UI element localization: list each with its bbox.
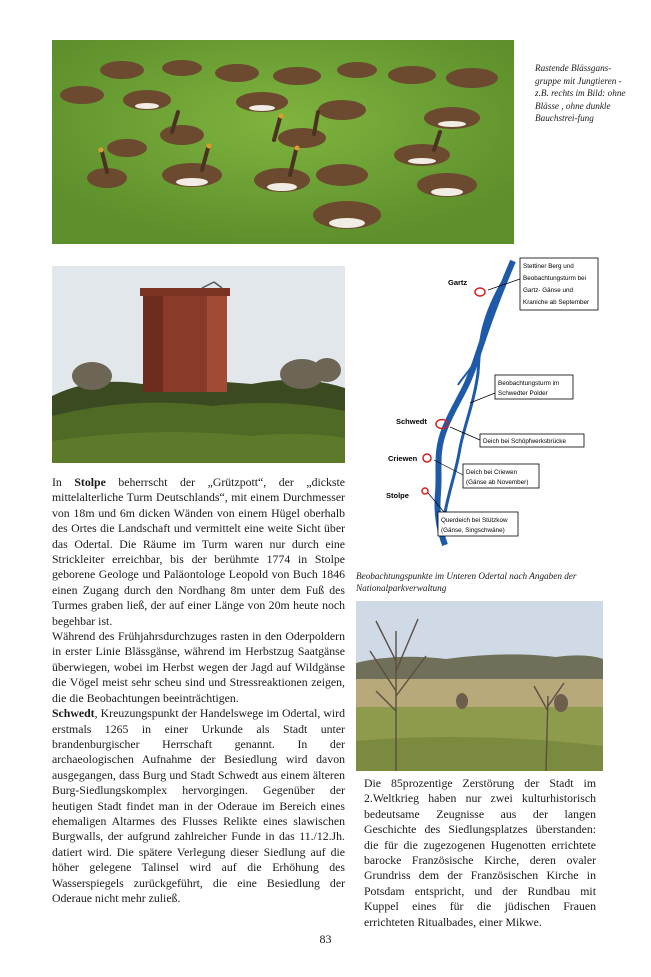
text-column-right [364, 776, 596, 930]
place-stolpe: Stolpe [386, 491, 409, 500]
place-schwedt: Schwedt [396, 417, 427, 426]
geese-illustration [52, 40, 514, 244]
map-caption: Beobachtungspunkte im Unteren Odertal nach Angaben der Nationalparkverwaltung [356, 571, 577, 594]
meadow-photo [356, 601, 603, 771]
svg-text:Kraniche ab September: Kraniche ab September [523, 299, 590, 306]
geese-caption: Rastende Blässgans-gruppe mit Jungtieren - z.B. rechts im Bild: ohne Blässe , ohne dunkle Bauchstrei-fung [535, 63, 626, 124]
paragraph-destruction: Die 85prozentige Zerstörung der Stadt im 2.Weltkrieg haben nur zwei kulturhistorisch bedeutsame Zeugnisse aus der langen Geschichte des Siedlungsplatzes überstanden: die für die zugezogenen Hugenotten errichtete barocke Französische Kirche, deren ovaler Grundriss dem der Französischen Kirche in Potsdam entspricht, und der Rundbau mit Kuppel eines für die jüdischen Frauen errichteten Ritualbades, einer Mikwe. [364, 776, 596, 929]
oder-river [437, 261, 513, 545]
svg-text:(Gänse ab November): (Gänse ab November) [466, 479, 529, 486]
place-gartz: Gartz [448, 278, 468, 287]
svg-text:(Gänse, Singschwäne): (Gänse, Singschwäne) [441, 527, 505, 534]
label-deich-schoepf [480, 434, 584, 447]
svg-text:Schwedter Polder: Schwedter Polder [498, 390, 548, 397]
svg-text:Stettiner Berg und: Stettiner Berg und [523, 263, 574, 270]
marker-criewen [423, 454, 431, 462]
place-criewen: Criewen [388, 454, 418, 463]
keyword-stolpe: Stolpe [74, 475, 106, 489]
label-deich-criewen [463, 464, 539, 488]
label-querdeich [438, 512, 518, 536]
text-column-left [52, 475, 345, 906]
label-turm-schwedt [495, 375, 573, 399]
svg-text:Beobachtungsturm im: Beobachtungsturm im [498, 380, 560, 387]
marker-stolpe [422, 488, 428, 494]
svg-text:Deich bei Schöpfwerksbrücke: Deich bei Schöpfwerksbrücke [483, 438, 566, 445]
marker-gartz [475, 288, 485, 296]
tower-illustration [52, 266, 345, 463]
label-stettiner-berg [520, 258, 598, 310]
geese-photo [52, 40, 514, 244]
map-svg [370, 253, 606, 548]
svg-text:Deich bei Criewen: Deich bei Criewen [466, 469, 518, 476]
tower-photo [52, 266, 345, 463]
keyword-schwedt: Schwedt [52, 706, 95, 721]
observation-map [370, 253, 606, 548]
page-number: 83 [319, 932, 332, 946]
paragraph-schwedt: Schwedt, Kreuzungspunkt der Handelswege im Odertal, wird erstmals 1265 in einer Urkunde als Stadt unter brandenburgischer Herrschaft genannt. In der archaeologischen Aufnahme der Besiedlung wird davon ausgegangen, dass Burg und Stadt Schwedt aus einem älteren Burg-Siedlungskomplex hervorgingen. Gegenüber der heutigen Stadt findet man in der Oderaue im Bereich eines ehemaligen Altarmes des Flusses Relikte eines slawischen Burgwalls, der aufgrund zahlreicher Funde in das 11./12.Jh. datiert wird. Die spätere Verlegung dieser Siedlung auf die höher gelegene Talinsel wird auf die Erhöhung des Wasserspiegels zurückgeführt, die eine Besiedlung der Oderaue nicht mehr zuließ. [52, 706, 345, 905]
svg-text:Gartz- Gänse und: Gartz- Gänse und [523, 287, 574, 294]
svg-text:Beobachtungsturm bei: Beobachtungsturm bei [523, 275, 587, 282]
svg-text:Querdeich bei Stützkow: Querdeich bei Stützkow [441, 517, 508, 524]
meadow-illustration [356, 601, 603, 771]
paragraph-stolpe: In Stolpe beherrscht der „Grützpott“, der „dickste mittelalterliche Turm Deutschlands“, mit einem Durchmesser von 18m und 6m dicken Wänden von einem Hügel oberhalb des Ortes die Landschaft und vermittelt eine weite Sicht über das Odertal. Die Räume im Turm waren nur durch eine Strickleiter erreichbar, bis der berühmte 1774 in Stolpe geborene Geologe und Paläontologe Leopold von Buch 1846 einen Zugang durch den Nordhang 8m unter dem Fuß des Turmes graben ließ, der auf einer Länge von 20m heute noch begehbar ist. [52, 475, 345, 628]
paragraph-migration: Während des Frühjahrsdurchzuges rasten in den Oderpoldern in erster Linie Blässgänse, während im Herbstzug Saatgänse überwiegen, wobei im Herbst wegen der Jagd auf Wildgänse die Vögel meist sehr scheu sind und Stressreaktionen zeigen, die die Beobachtungen beeinträchtigen. [52, 629, 345, 705]
